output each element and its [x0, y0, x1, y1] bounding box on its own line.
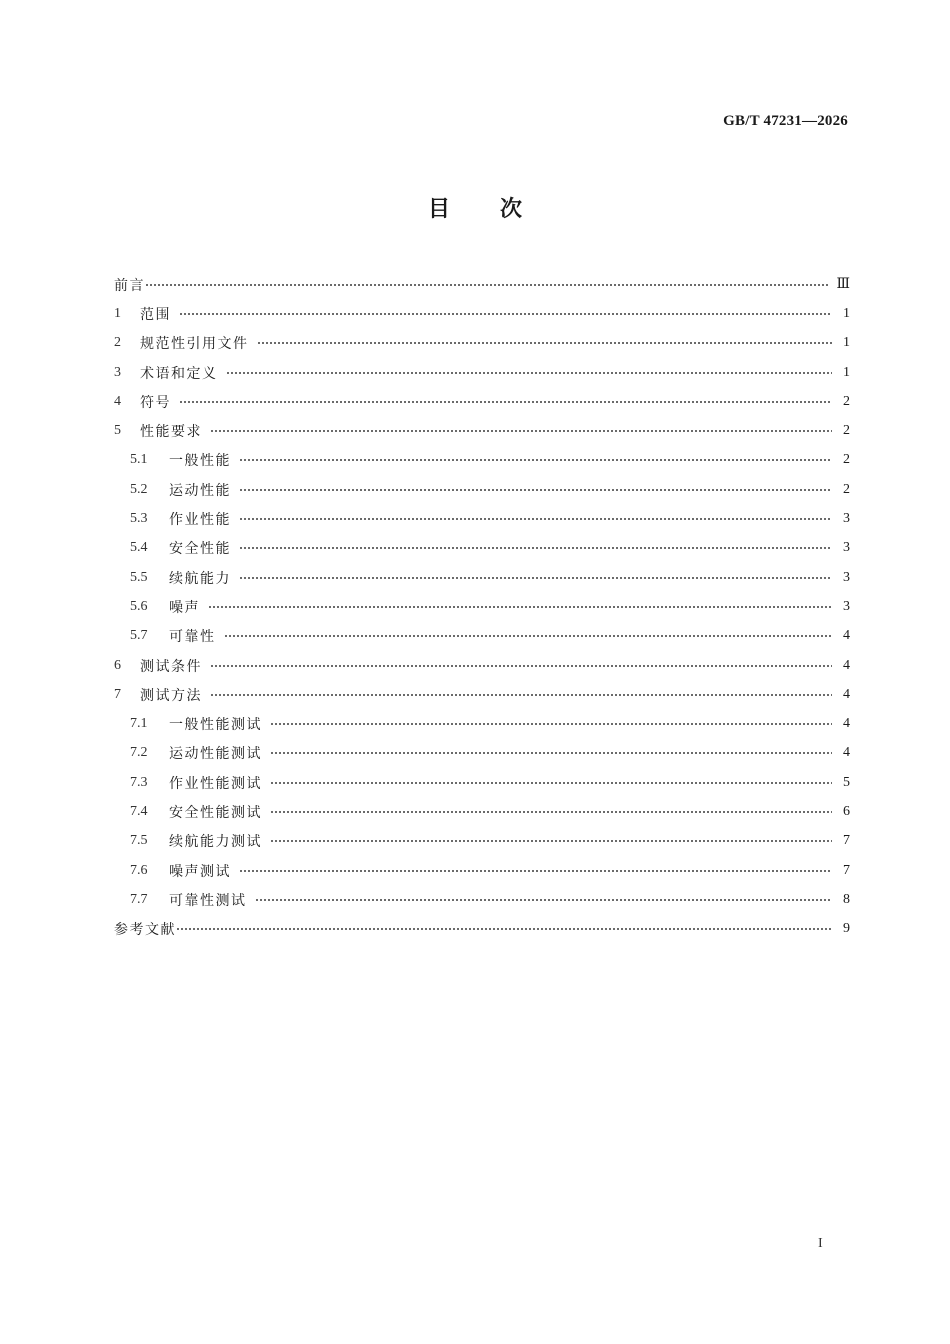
toc-entry-title[interactable]: 噪声: [169, 599, 200, 616]
toc-entry-page: 6: [843, 803, 850, 819]
toc-entry-page: 2: [843, 452, 850, 468]
toc-entry-number: 5: [114, 423, 121, 439]
toc-entry-number: 5.1: [130, 452, 148, 468]
toc-entry-page: 4: [843, 686, 850, 702]
toc-entry-page: 5: [843, 774, 850, 790]
toc-entry-page: 4: [843, 657, 850, 673]
toc-entry[interactable]: [114, 709, 850, 738]
toc-entry-title[interactable]: 测试方法: [140, 687, 202, 704]
toc-entry-title[interactable]: 可靠性测试: [169, 892, 247, 909]
toc-entry-title[interactable]: 续航能力: [169, 570, 231, 587]
toc-entry[interactable]: [114, 592, 850, 621]
toc-entry-page: 3: [843, 598, 850, 614]
toc-entry-number: 1: [114, 305, 121, 321]
dot-leader: [239, 518, 832, 520]
toc-entry-number: 7.5: [130, 833, 148, 849]
dot-leader: [226, 372, 833, 374]
toc-entry-number: 7.1: [130, 716, 148, 732]
toc-entry-page: 1: [843, 335, 850, 351]
toc-entry[interactable]: [114, 739, 850, 768]
toc-entry-number: 5.3: [130, 511, 148, 527]
dot-leader: [270, 782, 832, 784]
toc-entry-number: 3: [114, 364, 121, 380]
toc-entry-title[interactable]: 一般性能测试: [169, 717, 262, 734]
dot-leader: [210, 694, 832, 696]
toc-entry-title[interactable]: 安全性能: [169, 541, 231, 558]
toc-entry-page: 4: [843, 716, 850, 732]
toc-entry-number: 7: [114, 686, 121, 702]
dot-leader: [224, 635, 833, 637]
toc-entry[interactable]: [114, 299, 850, 328]
toc-entry[interactable]: [114, 416, 850, 445]
dot-leader: [145, 284, 828, 286]
toc-entry-title[interactable]: 运动性能: [169, 482, 231, 499]
toc-entry-page: 7: [843, 862, 850, 878]
toc-entry-title[interactable]: 续航能力测试: [169, 834, 262, 851]
toc-entry-title[interactable]: 安全性能测试: [169, 804, 262, 821]
toc-entry-page: 2: [843, 481, 850, 497]
toc-entry-number: 4: [114, 393, 121, 409]
toc-entry-number: 7.3: [130, 774, 148, 790]
toc-entry-title[interactable]: 符号: [140, 394, 171, 411]
toc-entry-title[interactable]: 作业性能: [169, 512, 231, 529]
toc-entry-number: 7.2: [130, 745, 148, 761]
toc-entry-page: 4: [843, 745, 850, 761]
toc-entry[interactable]: [114, 768, 850, 797]
dot-leader: [239, 459, 832, 461]
toc-entry-page: 1: [843, 305, 850, 321]
toc-entry-number: 5.5: [130, 569, 148, 585]
dot-leader: [257, 342, 833, 344]
toc-entry-title[interactable]: 参考文献: [114, 922, 176, 939]
dot-leader: [270, 752, 832, 754]
toc-entry[interactable]: [114, 622, 850, 651]
toc-entry-title[interactable]: 前言: [114, 277, 145, 294]
toc-entry[interactable]: [114, 827, 850, 856]
toc-entry-page: 3: [843, 569, 850, 585]
dot-leader: [210, 430, 832, 432]
toc-entry-title[interactable]: 规范性引用文件: [140, 336, 249, 353]
toc-entry[interactable]: [114, 563, 850, 592]
dot-leader: [255, 899, 833, 901]
toc-entry[interactable]: [114, 651, 850, 680]
table-of-contents: [114, 270, 850, 944]
toc-entry[interactable]: [114, 446, 850, 475]
toc-entry[interactable]: [114, 856, 850, 885]
toc-entry-page: 9: [843, 921, 850, 937]
toc-entry[interactable]: [114, 475, 850, 504]
toc-entry-number: 5.6: [130, 598, 148, 614]
toc-entry-number: 5.2: [130, 481, 148, 497]
dot-leader: [208, 606, 832, 608]
toc-entry-page: 8: [843, 891, 850, 907]
dot-leader: [270, 811, 832, 813]
toc-entry-title[interactable]: 性能要求: [140, 424, 202, 441]
toc-entry[interactable]: [114, 680, 850, 709]
toc-entry[interactable]: [114, 915, 850, 944]
dot-leader: [176, 928, 832, 930]
toc-entry-number: 5.4: [130, 540, 148, 556]
dot-leader: [239, 870, 832, 872]
toc-entry-title[interactable]: 可靠性: [169, 629, 216, 646]
dot-leader: [270, 723, 832, 725]
toc-entry-number: 7.7: [130, 891, 148, 907]
toc-entry-title[interactable]: 范围: [140, 306, 171, 323]
toc-entry-title[interactable]: 一般性能: [169, 453, 231, 470]
toc-entry-page: 7: [843, 833, 850, 849]
toc-entry-title[interactable]: 作业性能测试: [169, 775, 262, 792]
toc-entry-title[interactable]: 运动性能测试: [169, 746, 262, 763]
page-title: 目次: [427, 197, 572, 222]
toc-entry-title[interactable]: 术语和定义: [140, 365, 218, 382]
toc-entry-page: 2: [843, 423, 850, 439]
toc-entry[interactable]: [114, 885, 850, 914]
toc-entry-page: 3: [843, 540, 850, 556]
dot-leader: [210, 665, 832, 667]
toc-entry-page: 2: [843, 393, 850, 409]
toc-entry[interactable]: [114, 534, 850, 563]
toc-entry-number: 2: [114, 335, 121, 351]
toc-entry-page: 4: [843, 628, 850, 644]
toc-entry-number: 6: [114, 657, 121, 673]
toc-entry[interactable]: [114, 504, 850, 533]
toc-entry-number: 7.6: [130, 862, 148, 878]
toc-entry[interactable]: [114, 329, 850, 358]
toc-entry[interactable]: [114, 358, 850, 387]
dot-leader: [239, 577, 832, 579]
toc-entry-page: 1: [843, 364, 850, 380]
toc-entry-number: 7.4: [130, 803, 148, 819]
toc-entry-title[interactable]: 测试条件: [140, 658, 202, 675]
toc-entry[interactable]: [114, 797, 850, 826]
toc-entry-page: Ⅲ: [836, 277, 850, 293]
toc-entry[interactable]: [114, 270, 850, 299]
dot-leader: [179, 401, 832, 403]
page-number: I: [818, 1236, 823, 1251]
dot-leader: [239, 547, 832, 549]
toc-entry[interactable]: [114, 387, 850, 416]
toc-entry-title[interactable]: 噪声测试: [169, 863, 231, 880]
dot-leader: [239, 489, 832, 491]
toc-entry-number: 5.7: [130, 628, 148, 644]
dot-leader: [179, 313, 832, 315]
standard-code: GB/T 47231—2026: [723, 113, 848, 129]
toc-entry-page: 3: [843, 511, 850, 527]
dot-leader: [270, 840, 832, 842]
